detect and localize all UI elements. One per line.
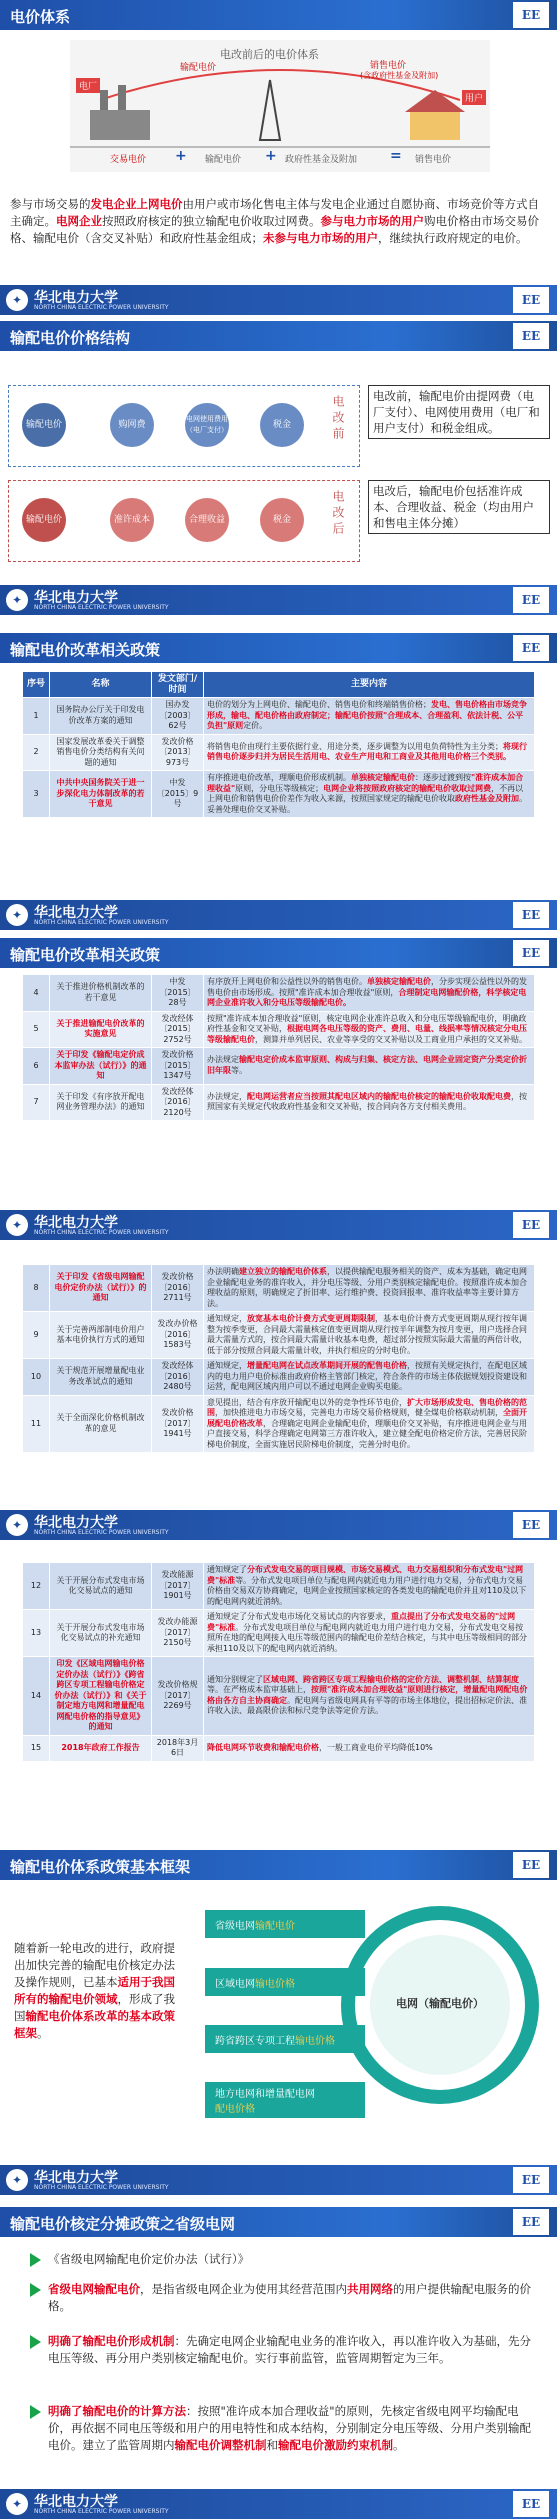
bullet-icon [30,2335,41,2349]
row-number: 2 [23,734,50,771]
highlight-text: 输配电价体系改革的基本政策框架 [14,2009,175,2040]
slide-price-structure [0,315,557,615]
highlight-text: 全面开展配电价格改革 [207,1408,527,1428]
body-text: 办法规定 [207,1055,239,1065]
policy-content [204,975,535,1012]
slide-title: 输配电价改革相关政策 [10,946,161,964]
after-center: 输配电价 [22,498,66,542]
policy-name: 关于完善两部制电价用户基本电价执行方式的通知 [50,1312,152,1359]
body-text: 通知规定了分布式发电市场化交易试点的内容要求， [207,1612,391,1621]
body-text: 等。 [231,1065,247,1075]
row-number: 4 [23,975,50,1012]
highlight-text: 发电企业上网电价 [90,197,183,211]
body-text: 等。分布式发电项目单位与配电网内就近电力用户进行电力交易，分布式电力交易价格由交易双方协商确定，电网企业按照国家核定的各类发电的输配电价并且对110及以下的配电网内就近消纳。 [207,1575,527,1606]
body-text: 办法规定， [207,1091,247,1101]
highlight-text: 参与电力市场的用户 [320,214,424,228]
grid-fee-label: 输配电价 [180,63,217,73]
body-text: 。妥善处理电价交叉补贴。 [207,794,527,814]
body-text: 的用户提供输配电服务的价格。 [48,2282,531,2313]
body-text: ，形成了我国 [14,1992,175,2023]
body-text: 按照政府核定的独立输配电价收取过网费。 [102,214,321,228]
highlight-text: 发电、售电价格由市场竞争形成，输电、配电价格由政府制定；输配电价按照 [207,700,527,720]
highlight-text: 区域电网、跨省跨区专项工程输电价格的定价方法、调整机制、结算制度 [263,1674,519,1684]
policy-content [204,734,535,771]
body-text: ，测算并单列居民、农业等享受的交叉补贴以及工商业用户承担的交叉补贴。 [255,1034,527,1044]
slide-footer [0,585,557,615]
policy-name: 关于印发《有序放开配电网业务管理办法》的通知 [50,1084,152,1121]
user-label: 用户 [462,90,486,105]
ee-logo: EE [513,587,549,613]
body-text: 《省级电网输配电价定价办法（试行）》 [48,2252,250,2266]
grid-fee-label-2: 输配电价 [205,155,242,165]
policy-name: 关于开展分布式发电市场化交易试点的补充通知 [50,1610,152,1657]
row-number: 15 [23,1735,50,1761]
policy-dept: 发改价格〔2017〕1941号 [152,1395,204,1453]
row-number: 13 [23,1610,50,1657]
body-text: 定价。 [243,721,268,730]
row-number: 8 [23,1265,50,1312]
before-center: 输配电价 [22,403,66,447]
body-text: 和 [266,2438,278,2452]
university-emblem-icon: ✦ [6,2169,28,2191]
table-row [23,734,535,771]
policy-content [204,1735,535,1761]
body-text: 有序放开上网电价和公益性以外的销售电价。 [207,977,367,986]
policy-name: 关于开展分布式发电市场化交易试点的通知 [50,1563,152,1610]
after-item: 准许成本 [110,498,154,542]
table-row [23,1084,535,1121]
slide-policy-4 [0,1540,557,1850]
framework-layer: 区域电网 输电价格 [205,1968,365,1996]
university-name: 华北电力大学 [34,290,118,306]
policy-dept: 发改经体〔2015〕2752号 [152,1011,204,1048]
row-number: 7 [23,1084,50,1121]
slide-provincial-grid [0,2195,557,2519]
paragraph [10,196,547,247]
highlight-text: 按照"准许成本加合理收益"原则进行核定，增量配电网配电价格由各方自主协商确定 [207,1685,528,1705]
ee-logo: EE [513,323,549,349]
ee-logo: EE [513,1212,549,1238]
policy-dept: 发改价格〔2016〕2711号 [152,1265,204,1312]
policy-name: 中共中央国务院关于进一步深化电力体制改革的若干意见 [50,771,152,818]
policy-dept: 中发〔2015〕28号 [152,975,204,1012]
row-number: 9 [23,1312,50,1359]
highlight-text: 将现行销售电价逐步归并为居民生活用电、农业生产用电和工商业及其他用电价格三个类别。 [207,741,527,762]
row-number: 14 [23,1657,50,1736]
slide-title: 输配电价体系政策基本框架 [10,1858,191,1876]
body-text: ：先确定电网企业输配电业务的准许收入，再以准许收入为基础，先分电压等级、再分用户类别核定输配电价。实行事前监管，监管周期暂定为三年。 [48,2334,531,2365]
framework-layer: 省级电网 输配电价 [205,1910,365,1938]
policy-name: 关于印发《省级电网输配电价定价办法（试行）》的通知 [50,1265,152,1312]
highlight-text: 建立独立的输配电价体系 [239,1267,327,1276]
retail-label-2: 销售电价 [415,155,452,165]
policy-name: 关于推进输配电价改革的实施意见 [50,1011,152,1048]
retail-sub-label: (含政府性基金及附加) [360,71,439,80]
body-text: ：按照"准许成本加合理收益"的原则，先核定省级电网平均输配电价，再依据不同电压等级和用户的用电特性和成本结构，分别制定分电压等级、分用户类别输配电价。建立了监管周期内 [48,2404,531,2452]
university-name-en: NORTH CHINA ELECTRIC POWER UNIVERSITY [34,604,169,611]
slide-policy-2 [0,930,557,1240]
body-text: ，按照有关规定执行，在配电区域内的电力用户电价标准由政府价格主管部门核定，符合条件的市场主体依据规划投资建设和运营，配电网区域内用户可以不通过电网企业购买电能。 [207,1361,527,1391]
body-text: ，继续执行政府规定的电价。 [378,231,528,245]
policy-name: 国家发展改革委关于调整销售电价分类结构有关问题的通知 [50,734,152,771]
slide-footer [0,2489,557,2519]
university-name-en: NORTH CHINA ELECTRIC POWER UNIVERSITY [34,1229,169,1236]
university-emblem-icon: ✦ [6,289,28,311]
table-row [23,1048,535,1085]
highlight-text: "准许成本加合理收益" [207,773,524,793]
fund-label: 政府性基金及附加 [285,155,358,165]
policy-content [204,1657,535,1736]
body-text: ：逐步过渡到按 [415,773,471,782]
table-row [23,1395,535,1453]
policy-name: 关于规范开展增量配电业务改革试点的通知 [50,1359,152,1396]
ee-logo: EE [513,2,549,28]
table-header-cell: 序号 [23,672,50,698]
table-row [23,1563,535,1610]
highlight-text: 单独核定输配电价 [351,773,415,782]
framework-layer: 跨省跨区专项工程 输电价格 [205,2025,365,2053]
highlight-text: 增量配电网在试点改革期间开展的配售电价格 [247,1361,407,1370]
plus-sign: + [175,148,187,164]
highlight-text: 输配电价激励约束机制 [278,2438,393,2452]
bullet-text [48,2333,538,2367]
ee-logo: EE [513,287,549,313]
university-emblem-icon: ✦ [6,1514,28,1536]
body-text: ， [279,1024,287,1033]
highlight-text: 单独核定输配电价 [367,977,431,986]
price-diagram [70,40,490,172]
body-text: 明确政府性基金和交叉补贴 [207,1013,527,1033]
bullet-icon [30,2283,41,2297]
ee-logo: EE [513,1512,549,1538]
university-name: 华北电力大学 [34,905,118,921]
highlight-text: 重点提出了分布式发电交易的"过网费"标准 [207,1612,516,1632]
slide-footer [0,1510,557,1540]
body-text: ，合理确定电网企业输配电价，理顺电价交叉补贴，有序推进电网企业与用户直接交易，科学合理确定电网第三方准许收入，建立健全配电价格定价方法，完善居民阶梯电价制度，全面实施居民阶梯电价制度，完善分时电价。 [207,1418,527,1449]
body-text: 通知规定， [207,1361,247,1370]
policy-content [204,1048,535,1085]
highlight-text: 未参与电力市场的用户 [263,231,378,245]
body-text: 通知规定了 [207,1565,247,1574]
highlight-text: 输配电价调整机制 [174,2438,267,2452]
highlight-text: 根据电网各电压等级的资产、费用、电量、线损率等情况核定分电压等级输配电价 [207,1024,527,1044]
ee-logo: EE [513,2209,549,2235]
table-row [23,1265,535,1312]
slide-footer [0,285,557,315]
body-text: 。配电网与省级电网具有平等的市场主体地位，提出招标定价法、准许收入法、最高限价法和标尺竞争法等定价方法。 [207,1695,527,1716]
row-number: 10 [23,1359,50,1396]
table-row [23,1610,535,1657]
body-text: 将销售电价由现行主要依据行业、用途分类，逐步调整为以用电负荷特性为主分类； [207,741,503,751]
body-text: 通知分别规定了 [207,1674,263,1684]
slide-header [0,938,557,968]
policy-content [204,1084,535,1121]
row-number: 3 [23,771,50,818]
slide-policy-1 [0,615,557,930]
body-text: 随着新一轮电改的进行，政府提出加快完善的输配电价核定办法及操作规则，已基本 [14,1941,175,1989]
slide-framework [0,1850,557,2195]
policy-name: 2018年政府工作报告 [50,1735,152,1761]
highlight-text: 输配电定价成本监审原则、构成与归集、核定方法、电网企业固定资产分类定价折旧年限 [207,1055,527,1075]
ee-logo: EE [513,1852,549,1878]
before-vertical-label: 电改前 [331,395,345,443]
highlight-text: 合理制定电网输配价格，科学核定电网企业准许收入和分电压等级输配电价。 [207,987,527,1007]
table-row [23,975,535,1012]
university-name: 华北电力大学 [34,1515,118,1531]
body-text: 。 [393,2438,405,2452]
body-text: 有序推进电价改革，理顺电价形成机制。 [207,773,351,782]
table-row [23,1312,535,1359]
university-name-en: NORTH CHINA ELECTRIC POWER UNIVERSITY [34,2184,169,2191]
highlight-text: 共用网络 [347,2282,393,2296]
policy-dept: 中发〔2015〕9号 [152,771,204,818]
body-text: ，分步实现公益性以外的发售电价由市场形成。按照"准许成本加合理收益"原则， [207,977,527,997]
slide-header [0,321,557,351]
university-emblem-icon: ✦ [6,1214,28,1236]
body-text: ，是指省级电网企业为使用其经营范围内 [140,2282,347,2296]
policy-name: 关于印发《输配电定价成本监审办法（试行）》的通知 [50,1048,152,1085]
table-row [23,1735,535,1761]
highlight-text: 降低电网环节收费和输配电价格 [207,1742,319,1752]
ee-logo: EE [513,2491,549,2517]
body-text: 按照国家规定的输配电价收取 [351,794,455,803]
slide-title: 输配电价核定分摊政策之省级电网 [10,2215,236,2233]
policy-name: 印发《区域电网输电价格定价办法（试行）》《跨省跨区专项工程输电价格定价办法（试行）》和《关于制定地方电网和增量配电网配电价格的指导意见》的通知 [50,1657,152,1736]
row-number: 12 [23,1563,50,1610]
slide-header [0,2207,557,2237]
ee-logo: EE [513,635,549,661]
university-name: 华北电力大学 [34,2170,118,2186]
policy-content [204,698,535,735]
body-text: 按照"准许成本加合理收益"原则，核定电网企业准许总收入和分电压等级输配电价， [207,1013,503,1023]
before-text: 电改前，输配电价由提网费（电厂支付）、电网使用费用（电厂和用户支付）和税金组成。 [368,385,550,439]
body-text: ，一般工商业电价平均降低10% [319,1742,433,1752]
highlight-text: 电网企业将按照政府核定的输配电价收取过网费 [323,783,492,793]
equals-sign: = [390,148,402,164]
table-row [23,1359,535,1396]
policy-dept: 国办发〔2003〕62号 [152,698,204,735]
body-text: 。 [37,2026,49,2040]
trade-label: 交易电价 [110,155,147,165]
framework-text [14,1940,184,2042]
policy-dept: 发改价格〔2015〕1347号 [152,1048,204,1085]
framework-core: 电网（输配电价） [396,1997,484,2010]
highlight-text: 配电网运营者应当按照其配电区域内的输配电价核定的输配电价收取配电费 [247,1091,511,1101]
policy-content [204,1312,535,1359]
policy-dept: 发改办能源〔2017〕2150号 [152,1610,204,1657]
policy-content [204,1610,535,1657]
slide-policy-3 [0,1240,557,1540]
policy-name: 国务院办公厅关于印发电价改革方案的通知 [50,698,152,735]
body-text: 通知规定， [207,1314,247,1323]
row-number: 5 [23,1011,50,1048]
policy-dept: 发改经体〔2016〕2480号 [152,1359,204,1396]
slide-header [0,633,557,663]
highlight-text: 扩大市场形成发电、售电价格的范围 [207,1397,527,1417]
policy-name: 关于推进价格机制改革的若干意见 [50,975,152,1012]
highlight-text: 政府性基金及附加 [455,794,519,803]
row-number: 1 [23,698,50,735]
slide-title: 输配电价价格结构 [10,329,131,347]
framework-layer: 地方电网和增量配电网 配电价格 [205,2082,365,2118]
table-row [23,1657,535,1736]
plus-sign: + [265,148,277,164]
policy-content [204,771,535,818]
university-emblem-icon: ✦ [6,2493,28,2515]
row-number: 11 [23,1395,50,1453]
row-number: 6 [23,1048,50,1085]
highlight-text: 电网企业 [56,214,102,228]
policy-name: 关于全面深化价格机制改革的意见 [50,1395,152,1453]
policy-dept: 发改办价格〔2016〕1583号 [152,1312,204,1359]
after-item: 合理收益 [185,498,229,542]
policy-content [204,1563,535,1610]
policy-table [22,1264,535,1453]
policy-table [22,974,535,1121]
policy-dept: 2018年3月6日 [152,1735,204,1761]
table-header-row [23,672,535,698]
policy-dept: 发改价格规〔2017〕2269号 [152,1657,204,1736]
body-text: 等。在严格成本监审基础上， [207,1685,311,1695]
highlight-text: 明确了输配电价的计算方法 [48,2404,186,2418]
table-header-cell: 名称 [50,672,152,698]
highlight-text: "合理成本、合理盈利、依法计税、公平负担"原则 [207,710,524,730]
body-text: ，按照国家有关规定代收政府性基金和交叉补贴，按合同向各方支付相关费用。 [207,1091,527,1112]
plant-label: 电厂 [76,78,100,93]
slide-header [0,0,557,30]
policy-dept: 发改经体〔2016〕2120号 [152,1084,204,1121]
body-text: ，不再以上网电价和销售电价价差作为收入来源， [207,783,524,803]
policy-dept: 发改价格〔2013〕973号 [152,734,204,771]
highlight-text: 明确了输配电价形成机制 [48,2334,175,2348]
body-text: 购电价格由市场交易价格、输配电价（含交叉补贴）和政府性基金组成； [10,214,539,245]
highlight-text: 分布式发电交易的项目规模、市场交易模式、电力交易组织和分布式发电"过网费"标准 [207,1565,524,1585]
body-text: ，基本电价计费方式变更周期从现行按年调整为按季变更，合同最大需量核定值变更周期从现行按半年调整为按月变更，用户选择合同最大需量方式的，按合同最大需量计收基本电费，超过部分按照实际最大需量的两倍计收，低于部分按照合同最大需量计收，并执行相应的分时电价。 [207,1314,527,1355]
table-header-cell: 主要内容 [204,672,535,698]
highlight-text: 省级电网输配电价 [48,2282,140,2296]
policy-content [204,1359,535,1396]
university-name-en: NORTH CHINA ELECTRIC POWER UNIVERSITY [34,1529,169,1536]
slide-footer [0,2165,557,2195]
bullet-icon [30,2405,41,2419]
university-name: 华北电力大学 [34,1215,118,1231]
after-text: 电改后，输配电价包括准许成本、合理收益、税金（均由用户和售电主体分摊） [368,480,550,534]
body-text: 意见提出，结合有序放开输配电以外的竞争性环节电价， [207,1397,407,1407]
ee-logo: EE [513,940,549,966]
bullet-text [48,2251,538,2268]
body-text: 原则，分电压等级核定； [235,783,324,793]
table-header-cell: 发文部门/时间 [152,672,204,698]
before-item: 电网使用费用（电厂支付） [185,403,229,447]
after-vertical-label: 电改后 [331,490,345,538]
bullet-text [48,2281,538,2315]
university-name-en: NORTH CHINA ELECTRIC POWER UNIVERSITY [34,304,169,311]
body-text: 参与市场交易的 [10,197,91,211]
slide-footer [0,900,557,930]
policy-table [22,1562,535,1762]
university-name-en: NORTH CHINA ELECTRIC POWER UNIVERSITY [34,919,169,926]
university-emblem-icon: ✦ [6,904,28,926]
policy-table [22,671,535,818]
slide-footer [0,1210,557,1240]
policy-content [204,1011,535,1048]
slide-title: 输配电价改革相关政策 [10,641,161,659]
slide-title: 电价体系 [10,8,71,26]
body-text: 。分布式发电项目单位与配电网内就近电力用户进行电力交易，分布式发电交易按照所在地的配电网接入电压等级范围内的输配电价差结合核定，与其中电压等级相同的部分承担110及以下的配电网内就近消纳。 [207,1622,527,1653]
before-item: 税金 [260,403,304,447]
body-text: 办法明确 [207,1267,239,1276]
policy-dept: 发改能源〔2017〕1901号 [152,1563,204,1610]
bullet-text [48,2403,538,2454]
university-name: 华北电力大学 [34,590,118,606]
table-row [23,771,535,818]
diagram-title: 电改前后的电价体系 [220,48,319,61]
university-name-en: NORTH CHINA ELECTRIC POWER UNIVERSITY [34,2508,169,2515]
table-row [23,698,535,735]
body-text: ，以提供输配电服务相关的资产、成本为基础，确定电网企业输配电业务的准许收入，并分电压等级、分用户类别核定输配电价。按照准许成本加合理收益的原则，明确规定了折旧率、运行维护费、投资回报率、准许收益率等主要计算方法。 [207,1267,527,1308]
slide-price-system [0,0,557,315]
policy-content [204,1395,535,1453]
ee-logo: EE [513,902,549,928]
body-text: 电价的划分为上网电价、输配电价、销售电价和终端销售价格； [207,700,431,709]
body-text: ，加快推进电力市场交易，完善电力市场交易价格规则，健全煤电价格联动机制， [215,1408,503,1417]
highlight-text: 适用于我国所有的输配电价领域 [14,1975,175,2006]
retail-label: 销售电价 [370,61,407,71]
slide-header [0,1850,557,1880]
bullet-icon [30,2253,41,2267]
university-emblem-icon: ✦ [6,589,28,611]
before-item: 购网费 [110,403,154,447]
highlight-text: 放宽基本电价计费方式变更周期限制 [247,1314,375,1323]
body-text: 由用户或市场化售电主体与发电企业通过自愿协商、市场竞价等方式自主确定。 [10,197,539,228]
table-row [23,1011,535,1048]
after-item: 税金 [260,498,304,542]
policy-content [204,1265,535,1312]
university-name: 华北电力大学 [34,2494,118,2510]
ee-logo: EE [513,2167,549,2193]
